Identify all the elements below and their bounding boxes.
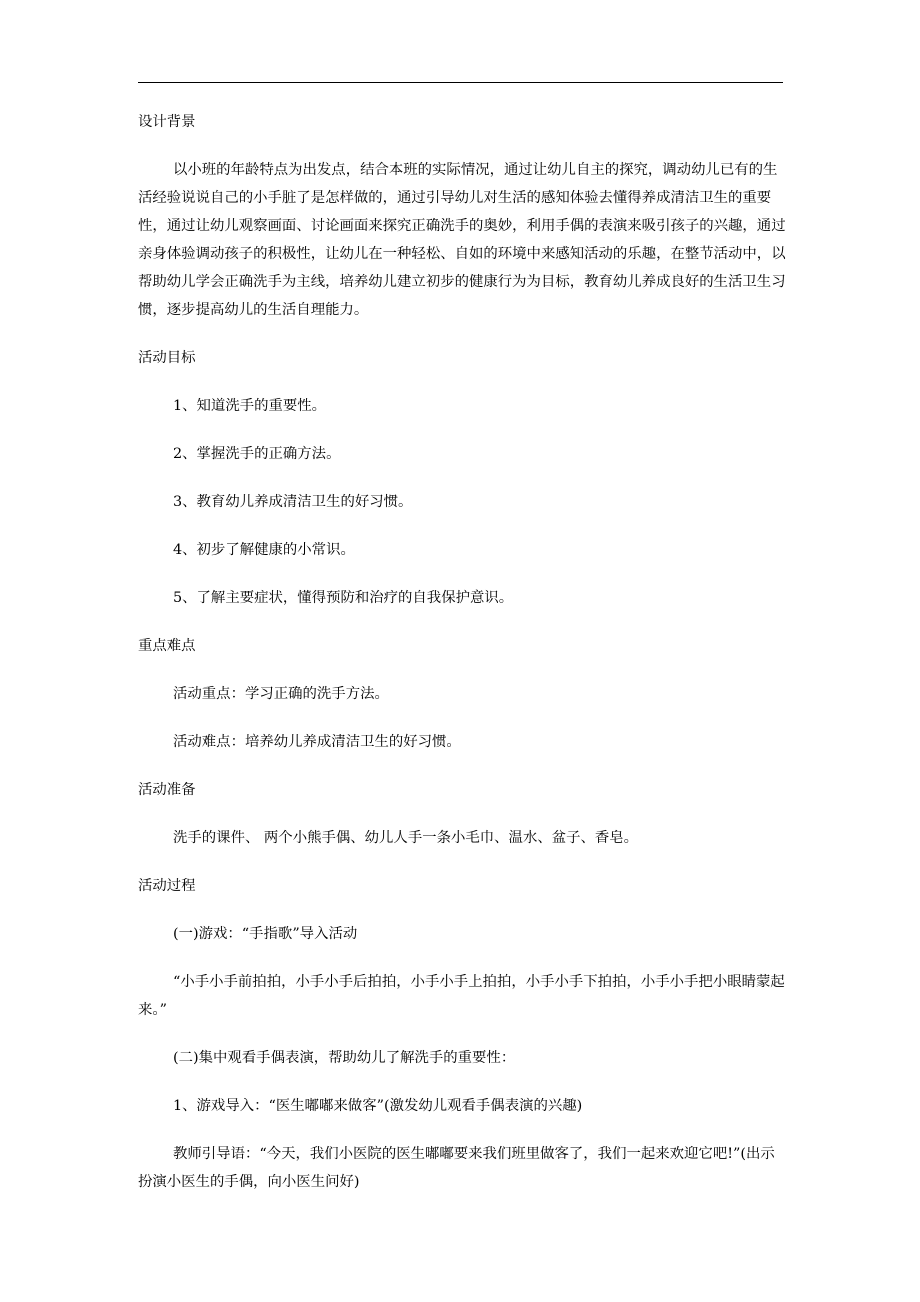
goal-item-3: 3、教育幼儿养成清洁卫生的好习惯。 [173, 494, 413, 510]
section-heading-key-points: 重点难点 [138, 638, 196, 654]
key-point-difficulty: 活动难点：培养幼儿养成清洁卫生的好习惯。 [173, 734, 461, 750]
goal-item-5: 5、了解主要症状，懂得预防和治疗的自我保护意识。 [173, 590, 514, 606]
background-paragraph: 以小班的年龄特点为出发点，结合本班的实际情况，通过让幼儿自主的探究，调动幼儿已有的生活经验说说自己的小手脏了是怎样做的，通过引导幼儿对生活的感知体验去懂得养成清洁卫生的重要性，通过让幼儿观察画面、讨论画面来探究正确洗手的奥妙，利用手偶的表演来吸引孩子的兴趣，通过亲身体验调动孩子的积极性，让幼儿在一种轻松、自如的环境中来感知活动的乐趣，在整节活动中，以帮助幼儿学会正确洗手为主线，培养幼儿建立初步的健康行为为目标，教育幼儿养成良好的生活卫生习惯，逐步提高幼儿的生活自理能力。 [138, 162, 786, 318]
section-heading-goals: 活动目标 [138, 350, 196, 366]
section-heading-preparation: 活动准备 [138, 782, 196, 798]
header-rule [138, 82, 783, 83]
finger-song-paragraph: “小手小手前拍拍，小手小手后拍拍，小手小手上拍拍，小手小手下拍拍，小手小手把小眼睛蒙起来。” [138, 974, 785, 1018]
teacher-guide-paragraph: 教师引导语：“今天，我们小医院的医生嘟嘟要来我们班里做客了，我们一起来欢迎它吧!”(出示扮演小医生的手偶，向小医生问好) [138, 1146, 775, 1190]
goal-item-2: 2、掌握洗手的正确方法。 [173, 446, 341, 462]
process-step-1: (一)游戏：“手指歌”导入活动 [173, 926, 358, 942]
section-heading-process: 活动过程 [138, 878, 196, 894]
process-substep-1: 1、游戏导入：“医生嘟嘟来做客”(激发幼儿观看手偶表演的兴趣) [173, 1098, 583, 1114]
goal-item-4: 4、初步了解健康的小常识。 [173, 542, 355, 558]
document-body [138, 108, 786, 1216]
section-heading-background: 设计背景 [138, 114, 196, 130]
key-point-focus: 活动重点：学习正确的洗手方法。 [173, 686, 389, 702]
process-step-2: (二)集中观看手偶表演，帮助幼儿了解洗手的重要性： [173, 1050, 516, 1066]
goal-item-1: 1、知道洗手的重要性。 [173, 398, 327, 414]
preparation-paragraph: 洗手的课件、 两个小熊手偶、幼儿人手一条小毛巾、温水、盆子、香皂。 [173, 830, 639, 846]
